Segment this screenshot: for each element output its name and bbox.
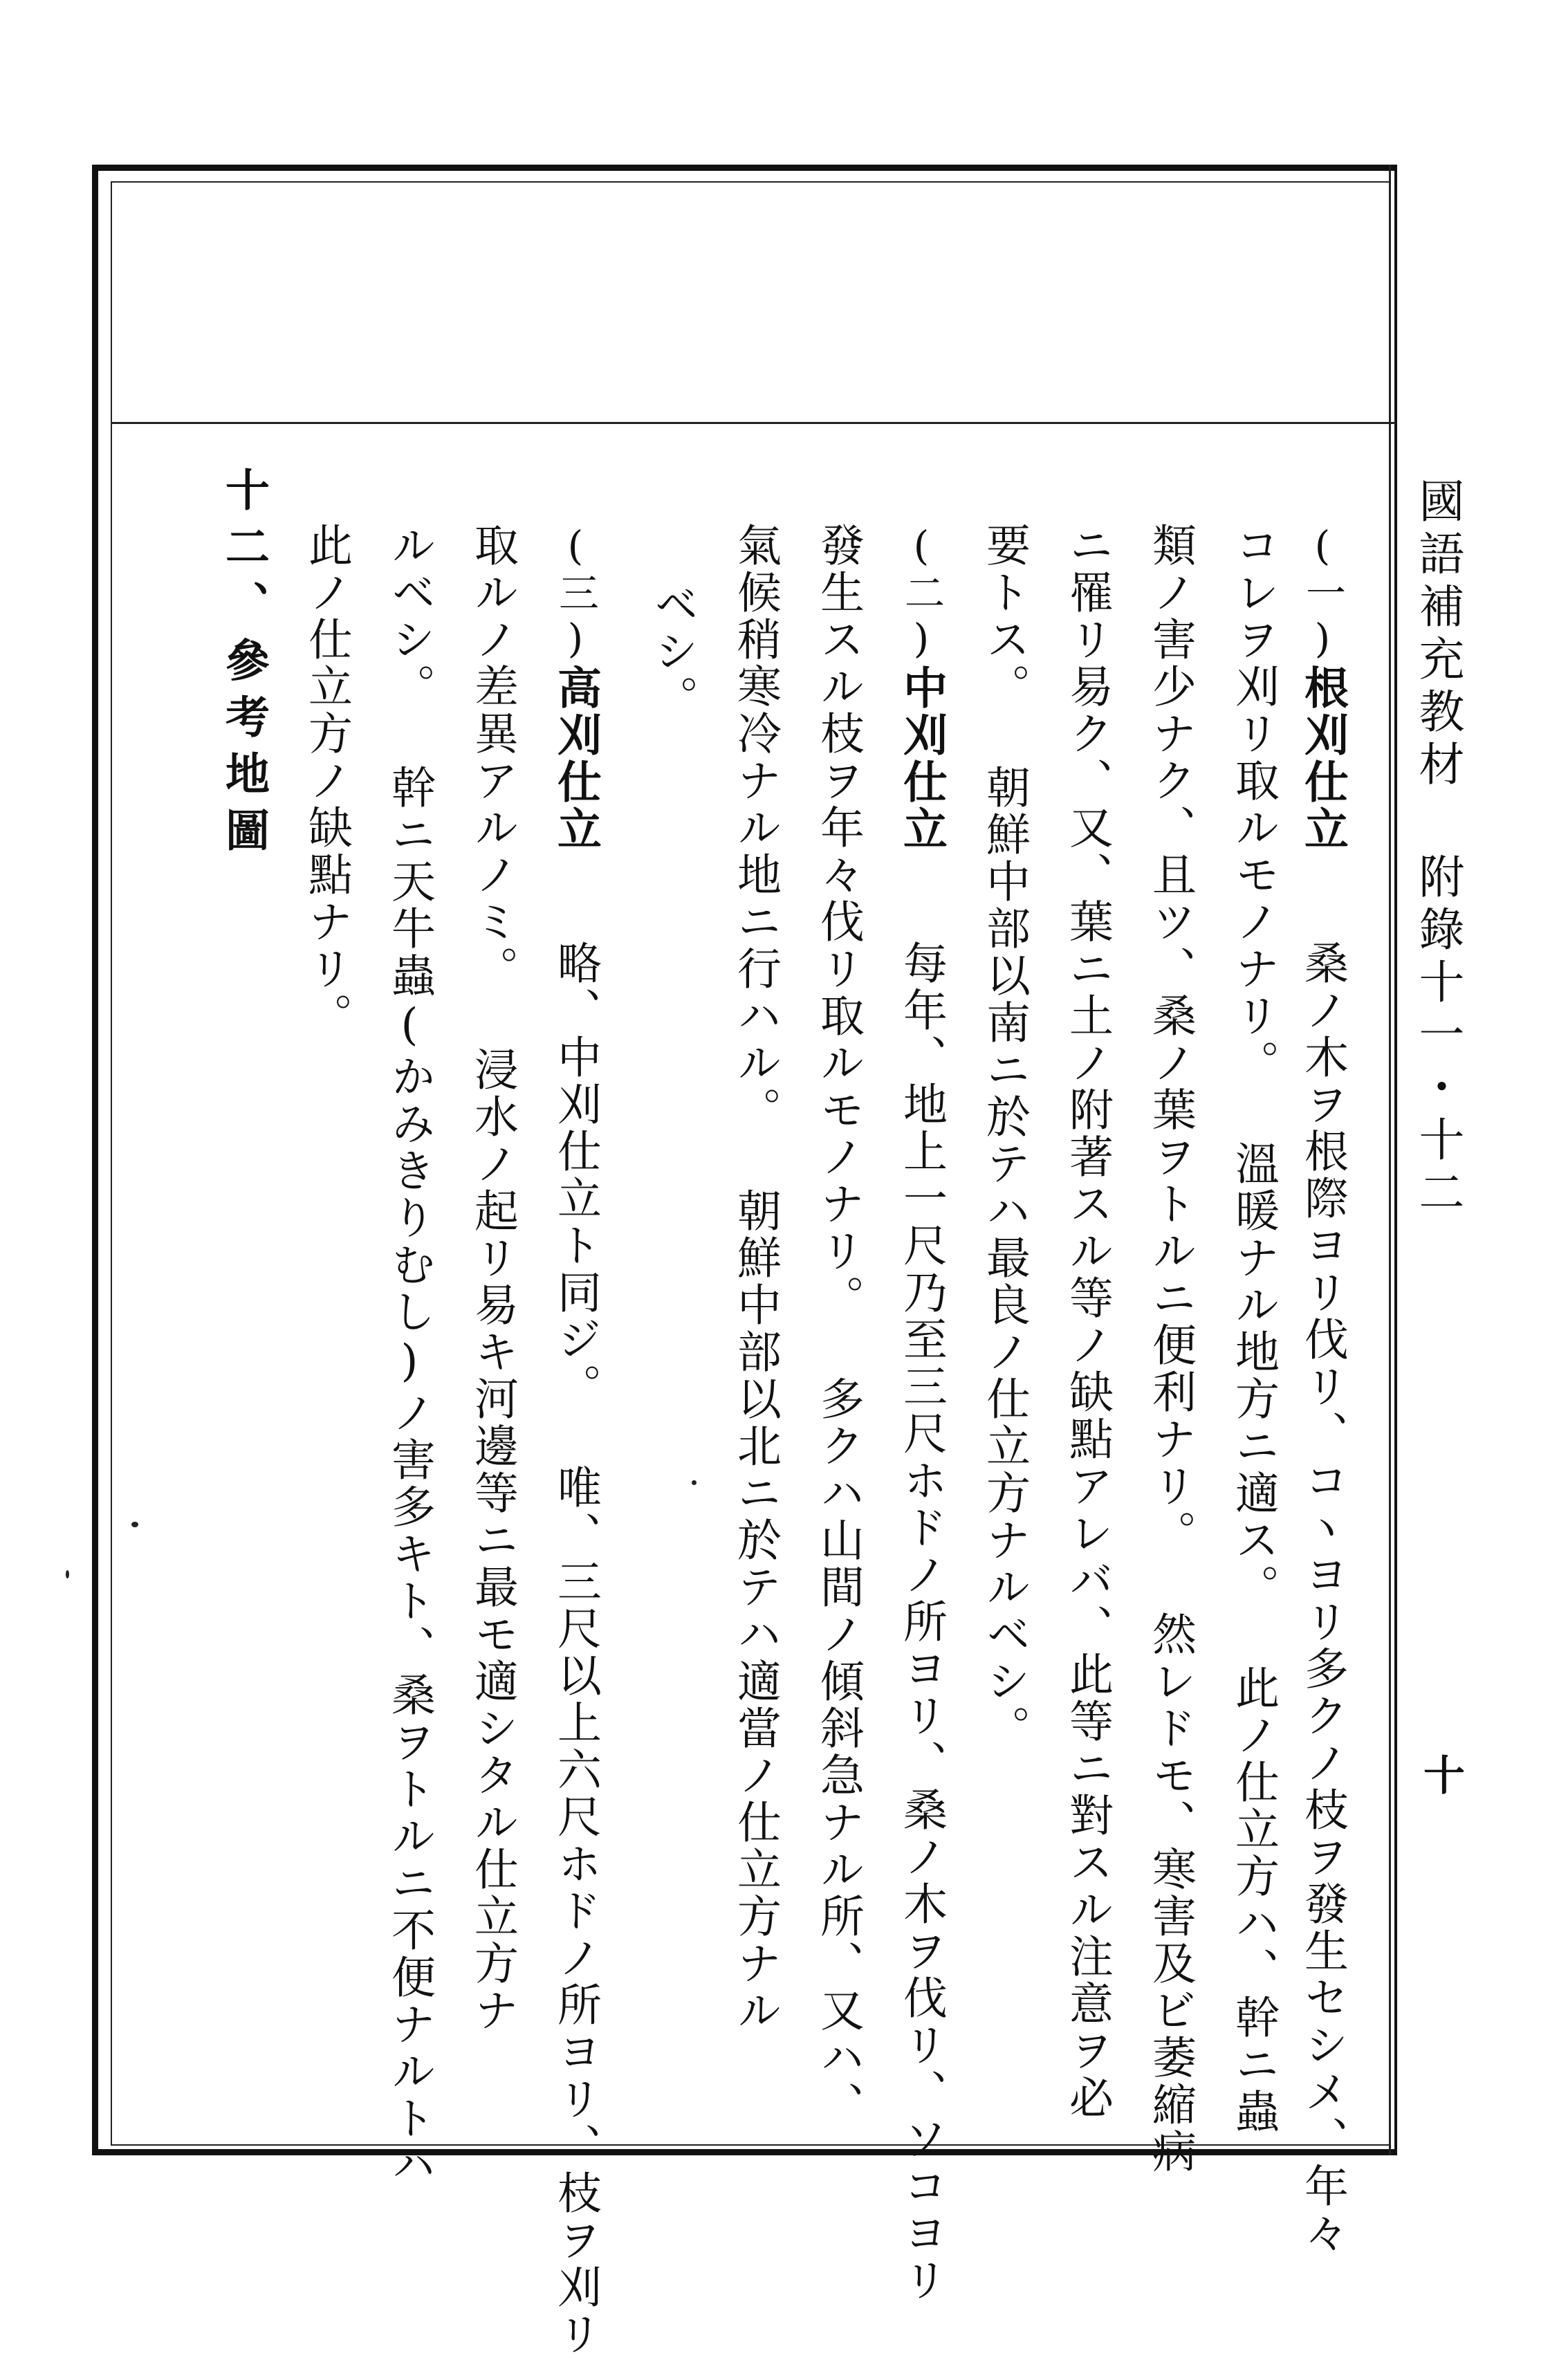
section-1-heading: 根刈仕立	[1297, 665, 1349, 853]
section-1-col-2: コレヲ刈リ取ルモノナリ。 溫暖ナル地方ニ適ス。 此ノ仕立方ハ、幹ニ蟲	[1228, 522, 1279, 2135]
section-3-col-3: ルベシ。 幹ニ天牛蟲(かみきりむし)ノ害多キト、桑ヲトルニ不便ナルトハ	[384, 522, 435, 2189]
margin-rule	[1389, 165, 1391, 2155]
section-3-marker: (三)	[552, 522, 599, 665]
section-3-line-1: 略、中刈仕立ト同ジ。 唯、三尺以上六尺ホドノ所ヨリ、枝ヲ刈リ	[550, 940, 601, 2358]
ink-speck	[692, 1480, 697, 1485]
section-1-col-4: ニ罹リ易ク、又、葉ニ土ノ附著スル等ノ缺點アレバ、此等ニ對スル注意ヲ必	[1062, 522, 1113, 2121]
section-12-title: 十二、參考地圖	[218, 467, 270, 864]
running-head: 國語補充教材 附錄十一・十二	[1411, 477, 1464, 1221]
section-3-col-2: 取ルノ差異アルノミ。 浸水ノ起リ易キ河邊等ニ最モ適シタル仕立方ナ	[467, 522, 518, 2034]
section-1-col-3: 類ノ害少ナク、且ツ、桑ノ葉ヲトルニ便利ナリ。 然レドモ、寒害及ビ萎縮病	[1145, 522, 1196, 2175]
page-number: 十	[1423, 1752, 1465, 1800]
section-2-col-3: 氣候稍寒冷ナル地ニ行ハル。 朝鮮中部以北ニ於テハ適當ノ仕立方ナル	[730, 522, 781, 2034]
ink-speck	[131, 1522, 138, 1527]
section-2-marker: (二)	[898, 522, 945, 665]
section-3-heading: 高刈仕立	[550, 665, 602, 853]
section-1-marker: (一)	[1299, 522, 1346, 665]
section-1-col-5: 要トス。 朝鮮中部以南ニ於テハ最良ノ仕立方ナルベシ。	[979, 522, 1030, 1752]
section-3-col-4: 此ノ仕立方ノ缺點ナリ。	[301, 522, 352, 1040]
section-2-col-4: ベシ。	[647, 581, 698, 722]
ink-speck	[66, 1570, 69, 1578]
header-rule	[111, 422, 1396, 424]
section-1-col-1	[1297, 522, 1349, 2257]
section-2-heading: 中刈仕立	[896, 665, 948, 853]
section-1-line-1: 桑ノ木ヲ根際ヨリ伐リ、コヽヨリ多クノ枝ヲ發生セシメ、年々	[1297, 940, 1348, 2257]
section-2-col-1	[896, 522, 948, 2304]
section-2-line-1: 每年、地上一尺乃至三尺ホドノ所ヨリ、桑ノ木ヲ伐リ、ソコヨリ	[896, 940, 947, 2304]
section-3-col-1	[550, 522, 602, 2358]
section-2-col-2: 發生スル枝ヲ年々伐リ取ルモノナリ。 多クハ山間ノ傾斜急ナル所、又ハ、	[813, 522, 864, 2128]
